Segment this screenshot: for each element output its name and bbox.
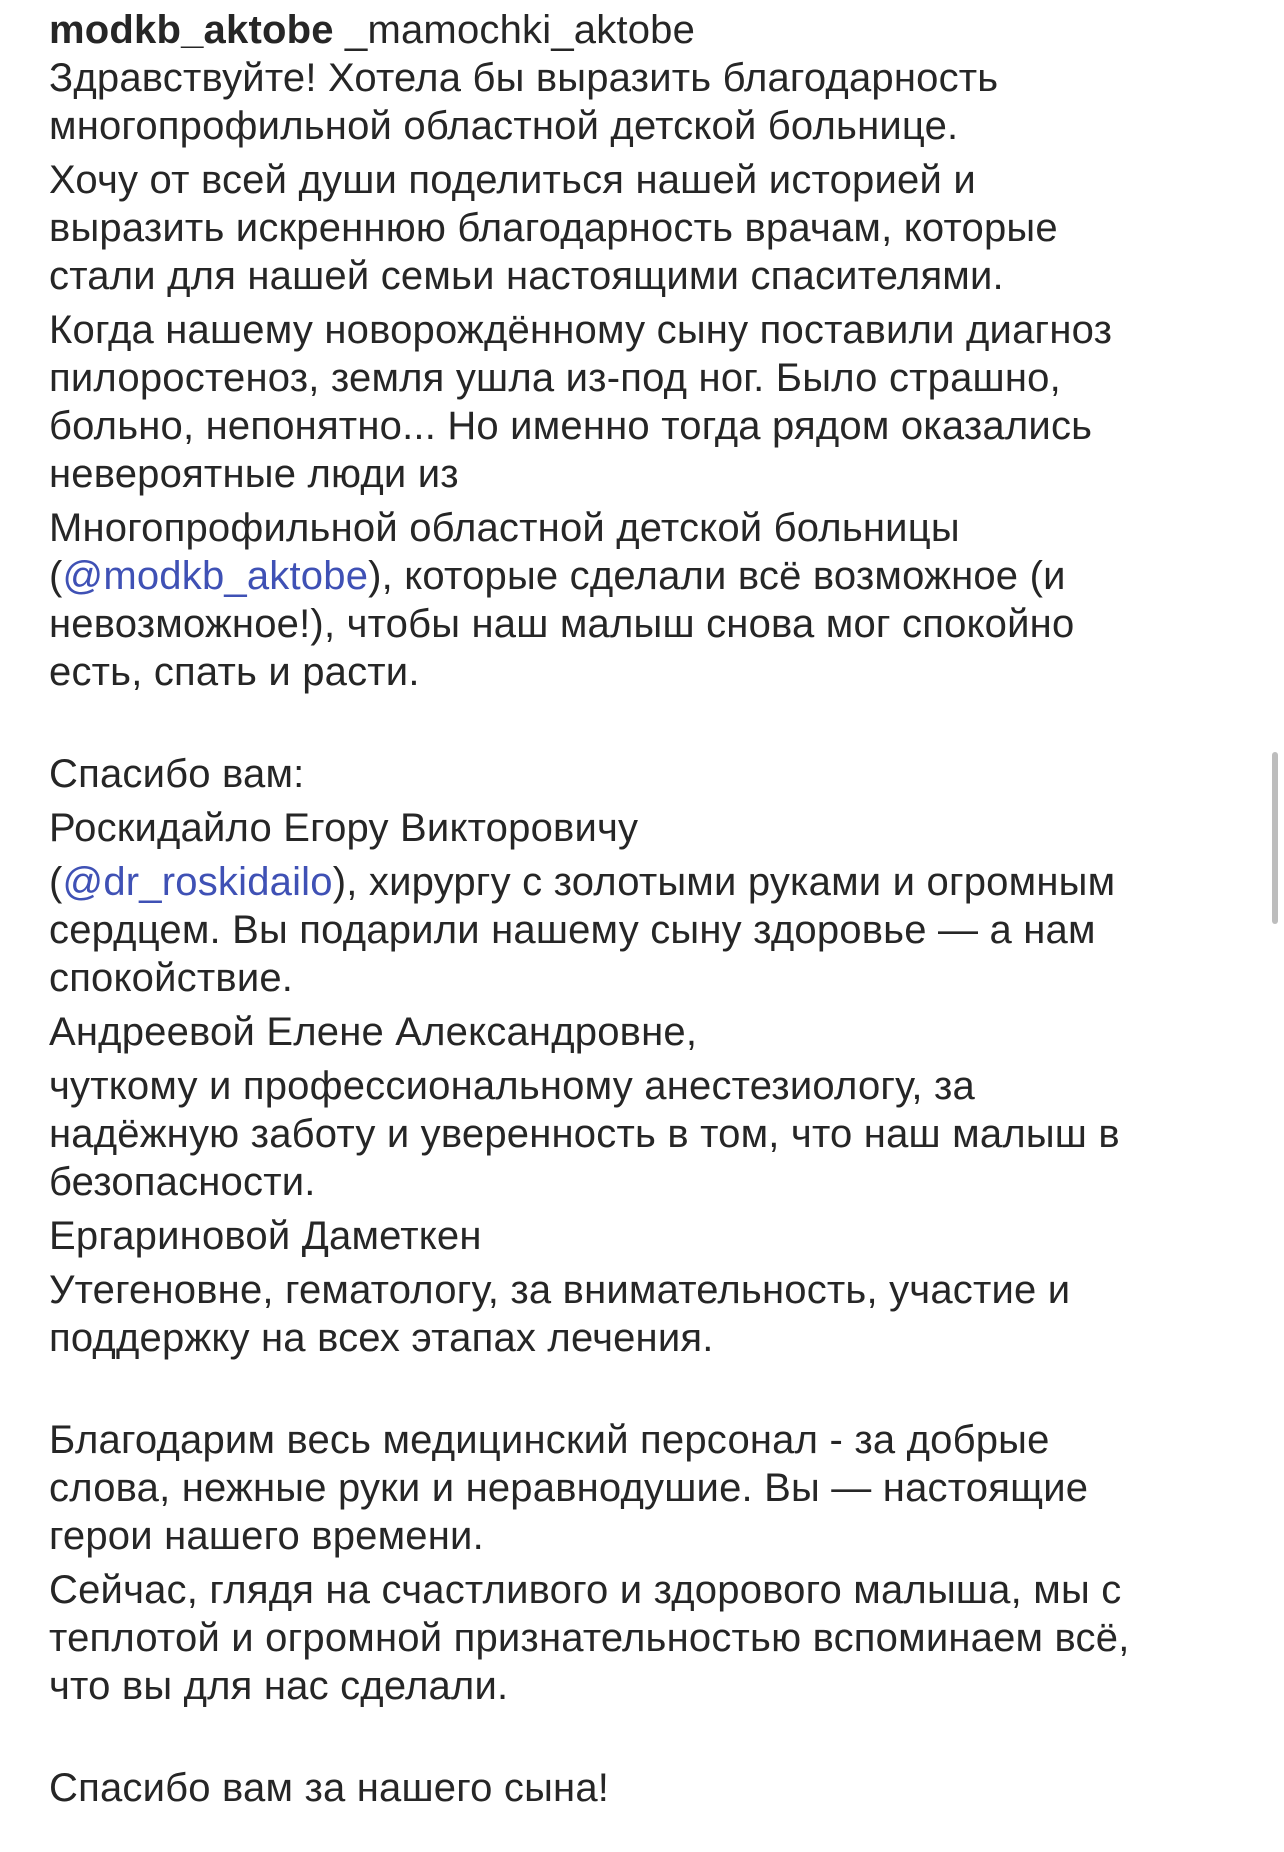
author-username-link[interactable]: modkb_aktobe: [49, 8, 334, 52]
paragraph-hospital: [49, 504, 1249, 696]
caption-line: Многопрофильной областной детской больницы: [49, 506, 960, 550]
caption-line: Спасибо вам:: [49, 752, 305, 796]
post-caption: [49, 6, 1249, 1812]
caption-line: Роскидайло Егору Викторовичу: [49, 806, 639, 850]
paragraph-diagnosis: [49, 306, 1249, 498]
caption-line: спокойствие.: [49, 956, 294, 1000]
caption-line: Утегеновне, гематологу, за внимательность, участие и: [49, 1268, 1071, 1312]
blank-line: [49, 1362, 1249, 1410]
caption-line: Благодарим весь медицинский персонал - за добрые: [49, 1418, 1050, 1462]
caption-line: Ергариновой Даметкен: [49, 1214, 482, 1258]
paragraph-hematologist: [49, 1266, 1249, 1362]
caption-line: Андреевой Елене Александровне,: [49, 1010, 698, 1054]
paragraph-surgeon-name: [49, 804, 1249, 852]
caption-line: теплотой и огромной признательностью вспоминаем всё,: [49, 1616, 1130, 1660]
caption-line: что вы для нас сделали.: [49, 1664, 509, 1708]
caption-line: Когда нашему новорождённому сыну поставили диагноз: [49, 308, 1113, 352]
paragraph-greeting: [49, 54, 1249, 150]
caption-line: безопасности.: [49, 1160, 316, 1204]
paragraph-anesthesiologist-name: [49, 1008, 1249, 1056]
paragraph-thanks-heading: [49, 750, 1249, 798]
caption-line: сердцем. Вы подарили нашему сыну здоровье — а нам: [49, 908, 1096, 952]
paragraph-hematologist-name: [49, 1212, 1249, 1260]
caption-line: герои нашего времени.: [49, 1514, 484, 1558]
caption-text: ), хирургу с золотыми руками и огромным: [332, 860, 1116, 904]
caption-line: Спасибо вам за нашего сына!: [49, 1766, 610, 1810]
caption-text: ), которые сделали всё возможное (и: [368, 554, 1066, 598]
caption-line: [49, 858, 1249, 906]
caption-line: чуткому и профессиональному анестезиологу, за: [49, 1064, 975, 1108]
caption-line: слова, нежные руки и неравнодушие. Вы — настоящие: [49, 1466, 1089, 1510]
mention-link-modkb[interactable]: @modkb_aktobe: [62, 554, 369, 598]
caption-line: поддержку на всех этапах лечения.: [49, 1316, 714, 1360]
scrollbar-thumb[interactable]: [1272, 752, 1278, 924]
paragraph-closing: [49, 1764, 1249, 1812]
caption-line: больно, непонятно... Но именно тогда рядом оказались: [49, 404, 1093, 448]
caption-line: Здравствуйте! Хотела бы выразить благодарность: [49, 56, 999, 100]
caption-header: [49, 6, 1249, 54]
paren-open: (: [49, 860, 63, 904]
paren-open: (: [49, 554, 63, 598]
paragraph-intro: [49, 156, 1249, 300]
caption-line: есть, спать и расти.: [49, 650, 420, 694]
caption-line: выразить искреннюю благодарность врачам, которые: [49, 206, 1058, 250]
mention-link-dr-roskidailo[interactable]: @dr_roskidailo: [62, 860, 333, 904]
paragraph-staff: [49, 1416, 1249, 1560]
blank-line: [49, 1710, 1249, 1758]
caption-line: стали для нашей семьи настоящими спасителями.: [49, 254, 1004, 298]
paragraph-anesthesiologist: [49, 1062, 1249, 1206]
caption-line: невероятные люди из: [49, 452, 459, 496]
caption-line: многопрофильной областной детской больнице.: [49, 104, 959, 148]
caption-line: Хочу от всей души поделиться нашей историей и: [49, 158, 976, 202]
paragraph-now: [49, 1566, 1249, 1710]
blank-line: [49, 696, 1249, 744]
tagged-account-link[interactable]: _mamochki_aktobe: [345, 8, 696, 52]
paragraph-surgeon: [49, 858, 1249, 1002]
caption-line: надёжную заботу и уверенность в том, что наш малыш в: [49, 1112, 1120, 1156]
caption-line: Сейчас, глядя на счастливого и здорового малыша, мы с: [49, 1568, 1122, 1612]
caption-line: [49, 552, 1249, 600]
caption-line: невозможное!), чтобы наш малыш снова мог спокойно: [49, 602, 1075, 646]
caption-line: пилоростеноз, земля ушла из-под ног. Было страшно,: [49, 356, 1061, 400]
